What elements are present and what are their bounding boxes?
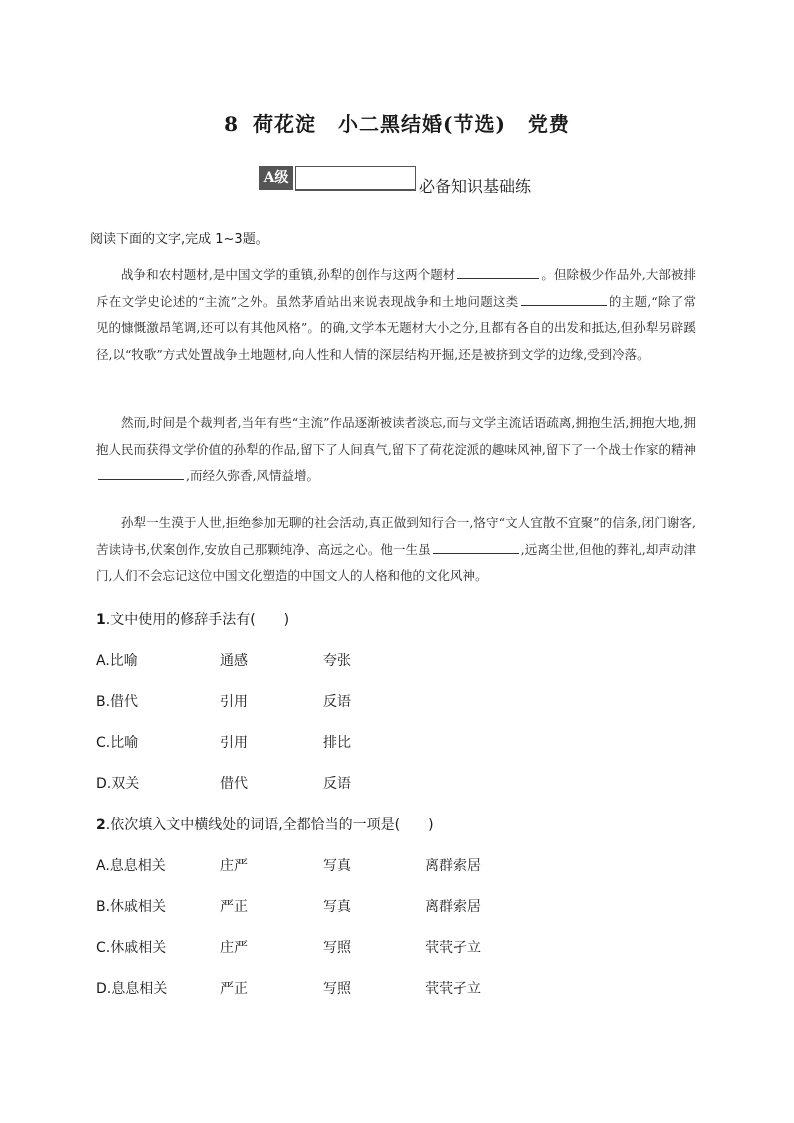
fill-blank-3 xyxy=(98,465,184,480)
paragraph-3 xyxy=(96,510,696,590)
option-term: 反语 xyxy=(323,776,351,792)
level-underline xyxy=(295,189,416,191)
question-2 xyxy=(96,814,434,834)
fill-blank-4 xyxy=(433,539,519,554)
option-term: 庄严 xyxy=(220,858,248,874)
option-term: 离群索居 xyxy=(425,899,481,915)
paragraph-text: 的主题,“除了常见的慷慨激昂笔调,还可以有其他风格”。的确,文学本无题材大小之分,且都有各自的出发和抵达,但孙犁另辟蹊径,以“牧歌”方式处置战争土地题材,向人性和人情的深层结构开掘,还是被挤到文学的边缘,受到冷落。 xyxy=(96,293,696,362)
level-badge: A级 xyxy=(259,166,293,190)
paragraph-1 xyxy=(96,262,696,368)
option-label: B.休戚相关 xyxy=(96,899,167,915)
option-term: 引用 xyxy=(220,694,248,710)
option-label: B.借代 xyxy=(96,694,139,710)
paragraph-text: ,而经久弥香,风情益增。 xyxy=(186,468,319,483)
option-term: 写照 xyxy=(323,981,351,997)
instruction: 阅读下面的文字,完成 1~3题。 xyxy=(90,232,269,247)
title-number: 8 xyxy=(224,112,239,136)
option-label: A.比喻 xyxy=(96,653,138,669)
paragraph-text: 然而,时间是个裁判者,当年有些“主流”作品逐渐被读者淡忘,而与文学主流话语疏离,拥抱生活,拥抱大地,拥抱人民而获得文学价值的孙犁的作品,留下了人间真气,留下了荷花淀派的趣味风神,留下了一个战士作家的精神 xyxy=(96,415,696,457)
option-label: C.休戚相关 xyxy=(96,940,167,956)
paragraph-2 xyxy=(96,410,696,490)
option-label: D.双关 xyxy=(96,776,140,792)
question-number: 1 xyxy=(96,612,106,628)
level-box xyxy=(295,166,416,190)
paragraph-text: 战争和农村题材,是中国文学的重镇,孙犁的创作与这两个题材 xyxy=(121,267,456,282)
title-part-1: 荷花淀 xyxy=(252,112,316,136)
option-term: 写照 xyxy=(323,940,351,956)
option-label: A.息息相关 xyxy=(96,858,166,874)
question-number: 2 xyxy=(96,817,106,833)
option-label: C.比喻 xyxy=(96,735,139,751)
level-text: 必备知识基础练 xyxy=(419,177,532,196)
option-term: 庄严 xyxy=(220,940,248,956)
question-stem: .依次填入文中横线处的词语,全都恰当的一项是( ) xyxy=(105,817,434,833)
option-term: 反语 xyxy=(323,694,351,710)
option-term: 茕茕孑立 xyxy=(425,981,481,997)
option-term: 写真 xyxy=(323,858,351,874)
option-term: 严正 xyxy=(220,899,248,915)
paragraph-text: 孙犁一生漠于人世,拒绝参加无聊的社会活动,真正做到知行合一,恪守“文人宜散不宜聚”的信条,闭门谢客,苦读诗书,伏案创作,安放自己那颗纯净、高远之心。他一生虽 xyxy=(96,515,696,557)
fill-blank-1 xyxy=(457,264,539,279)
option-term: 严正 xyxy=(220,981,248,997)
question-stem: .文中使用的修辞手法有( ) xyxy=(105,612,290,628)
title-part-2: 小二黑结婚(节选) xyxy=(337,112,506,136)
question-1 xyxy=(96,609,289,629)
option-term: 排比 xyxy=(323,735,351,751)
fill-blank-2 xyxy=(521,291,607,306)
option-term: 离群索居 xyxy=(425,858,481,874)
option-label: D.息息相关 xyxy=(96,981,168,997)
option-term: 写真 xyxy=(323,899,351,915)
option-term: 夸张 xyxy=(323,653,351,669)
option-term: 借代 xyxy=(220,776,248,792)
paragraph-text: 。但除极少作品外,大部被排斥在文学史论述的“主流”之外。虽然茅盾站出来说表现战争和土地问题这类 xyxy=(96,267,696,309)
paragraph-text: ,远离尘世,但他的葬礼,却声动津门,人们不会忘记这位中国文化塑造的中国文人的人格和他的文化风神。 xyxy=(96,541,697,583)
title-part-3: 党费 xyxy=(527,112,570,136)
page-title xyxy=(0,108,794,137)
option-term: 茕茕孑立 xyxy=(425,940,481,956)
option-term: 通感 xyxy=(220,653,248,669)
option-term: 引用 xyxy=(220,735,248,751)
